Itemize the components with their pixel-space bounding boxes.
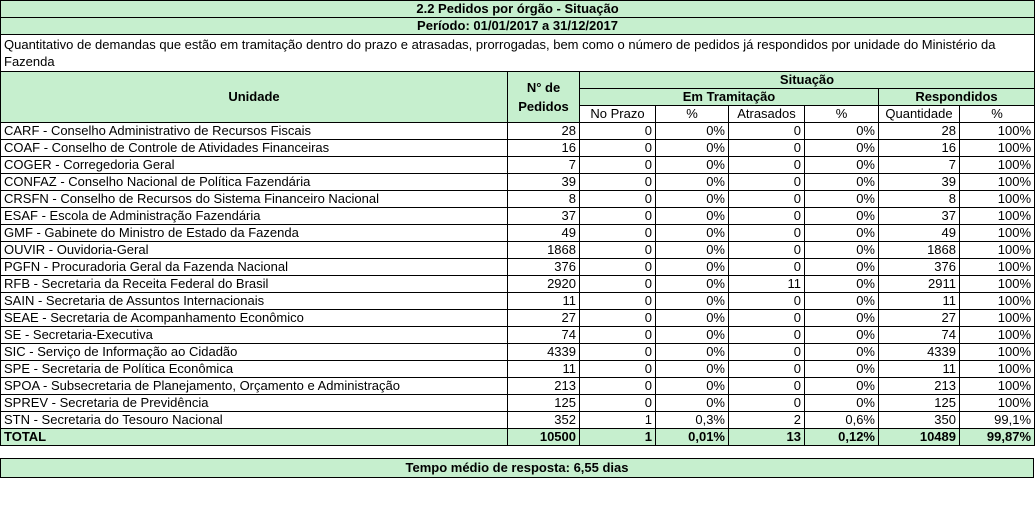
row-pct-atrasados: 0,6% xyxy=(805,412,879,429)
row-pedidos: 7 xyxy=(508,157,580,174)
row-pct-atrasados: 0% xyxy=(805,378,879,395)
row-quantidade: 2911 xyxy=(879,276,960,293)
total-pct-respondidos: 99,87% xyxy=(960,429,1035,446)
row-pedidos: 37 xyxy=(508,208,580,225)
row-unidade: SIC - Serviço de Informação ao Cidadão xyxy=(1,344,508,361)
row-unidade: CARF - Conselho Administrativo de Recursos Fiscais xyxy=(1,123,508,140)
row-unidade: SE - Secretaria-Executiva xyxy=(1,327,508,344)
row-atrasados: 0 xyxy=(729,293,805,310)
row-pedidos: 16 xyxy=(508,140,580,157)
row-quantidade: 39 xyxy=(879,174,960,191)
row-quantidade: 7 xyxy=(879,157,960,174)
row-atrasados: 0 xyxy=(729,191,805,208)
row-quantidade: 37 xyxy=(879,208,960,225)
table-description: Quantitativo de demandas que estão em tramitação dentro do prazo e atrasadas, prorrogadas, bem como o número de pedidos já respondidos por unidade do Ministério da Fazenda xyxy=(1,35,1035,72)
table-row xyxy=(1,344,1035,361)
table-row xyxy=(1,395,1035,412)
row-pct-respondidos: 99,1% xyxy=(960,412,1035,429)
tempo-medio-resposta: Tempo médio de resposta: 6,55 dias xyxy=(1,459,1034,478)
col-header-atrasados: Atrasados xyxy=(729,106,805,123)
row-pct-no-prazo: 0% xyxy=(656,123,729,140)
row-quantidade: 74 xyxy=(879,327,960,344)
row-pct-no-prazo: 0% xyxy=(656,174,729,191)
row-pedidos: 11 xyxy=(508,361,580,378)
table-row xyxy=(1,293,1035,310)
row-unidade: COAF - Conselho de Controle de Atividades Financeiras xyxy=(1,140,508,157)
row-pct-no-prazo: 0% xyxy=(656,344,729,361)
row-pct-atrasados: 0% xyxy=(805,344,879,361)
table-row xyxy=(1,242,1035,259)
row-pct-atrasados: 0% xyxy=(805,157,879,174)
row-pct-atrasados: 0% xyxy=(805,259,879,276)
table-row xyxy=(1,208,1035,225)
period-label: Período: 01/01/2017 a 31/12/2017 xyxy=(1,18,1035,35)
row-pct-respondidos: 100% xyxy=(960,242,1035,259)
total-no-prazo: 1 xyxy=(580,429,656,446)
col-header-respondidos: Respondidos xyxy=(879,89,1035,106)
row-pct-respondidos: 100% xyxy=(960,191,1035,208)
row-pedidos: 28 xyxy=(508,123,580,140)
row-pct-respondidos: 100% xyxy=(960,225,1035,242)
row-unidade: SAIN - Secretaria de Assuntos Internacionais xyxy=(1,293,508,310)
row-atrasados: 0 xyxy=(729,378,805,395)
row-unidade: SPE - Secretaria de Política Econômica xyxy=(1,361,508,378)
row-no-prazo: 0 xyxy=(580,174,656,191)
total-quantidade: 10489 xyxy=(879,429,960,446)
table-row xyxy=(1,327,1035,344)
col-header-quantidade: Quantidade xyxy=(879,106,960,123)
row-no-prazo: 0 xyxy=(580,276,656,293)
row-pct-no-prazo: 0% xyxy=(656,242,729,259)
row-pct-no-prazo: 0% xyxy=(656,378,729,395)
row-unidade: COGER - Corregedoria Geral xyxy=(1,157,508,174)
total-pct-atrasados: 0,12% xyxy=(805,429,879,446)
table-title: 2.2 Pedidos por órgão - Situação xyxy=(1,1,1035,18)
col-header-pedidos: N° de Pedidos xyxy=(508,72,580,123)
row-pedidos: 11 xyxy=(508,293,580,310)
col-header-em-tramitacao: Em Tramitação xyxy=(580,89,879,106)
row-quantidade: 376 xyxy=(879,259,960,276)
row-atrasados: 2 xyxy=(729,412,805,429)
row-pedidos: 39 xyxy=(508,174,580,191)
row-no-prazo: 0 xyxy=(580,225,656,242)
table-row xyxy=(1,276,1035,293)
row-no-prazo: 0 xyxy=(580,140,656,157)
row-quantidade: 8 xyxy=(879,191,960,208)
row-no-prazo: 0 xyxy=(580,395,656,412)
row-pct-respondidos: 100% xyxy=(960,344,1035,361)
row-pct-no-prazo: 0% xyxy=(656,293,729,310)
row-pct-respondidos: 100% xyxy=(960,259,1035,276)
row-atrasados: 0 xyxy=(729,327,805,344)
row-pct-respondidos: 100% xyxy=(960,276,1035,293)
row-pct-atrasados: 0% xyxy=(805,140,879,157)
row-pedidos: 74 xyxy=(508,327,580,344)
row-pedidos: 27 xyxy=(508,310,580,327)
row-pct-respondidos: 100% xyxy=(960,361,1035,378)
row-pct-no-prazo: 0% xyxy=(656,208,729,225)
row-quantidade: 4339 xyxy=(879,344,960,361)
row-pct-no-prazo: 0% xyxy=(656,395,729,412)
row-pct-atrasados: 0% xyxy=(805,174,879,191)
row-pct-atrasados: 0% xyxy=(805,225,879,242)
total-label: TOTAL xyxy=(1,429,508,446)
row-pct-atrasados: 0% xyxy=(805,327,879,344)
row-pct-atrasados: 0% xyxy=(805,310,879,327)
row-atrasados: 0 xyxy=(729,174,805,191)
row-atrasados: 0 xyxy=(729,157,805,174)
row-atrasados: 0 xyxy=(729,310,805,327)
row-unidade: SEAE - Secretaria de Acompanhamento Econômico xyxy=(1,310,508,327)
row-quantidade: 28 xyxy=(879,123,960,140)
row-pct-no-prazo: 0% xyxy=(656,225,729,242)
row-quantidade: 16 xyxy=(879,140,960,157)
row-pct-atrasados: 0% xyxy=(805,293,879,310)
row-unidade: ESAF - Escola de Administração Fazendária xyxy=(1,208,508,225)
row-quantidade: 27 xyxy=(879,310,960,327)
col-header-situacao: Situação xyxy=(580,72,1035,89)
row-no-prazo: 0 xyxy=(580,378,656,395)
row-unidade: STN - Secretaria do Tesouro Nacional xyxy=(1,412,508,429)
row-unidade: PGFN - Procuradoria Geral da Fazenda Nacional xyxy=(1,259,508,276)
row-pct-respondidos: 100% xyxy=(960,123,1035,140)
row-pedidos: 49 xyxy=(508,225,580,242)
row-atrasados: 0 xyxy=(729,242,805,259)
row-pct-atrasados: 0% xyxy=(805,208,879,225)
col-header-pct-atrasados: % xyxy=(805,106,879,123)
col-header-pct-respondidos: % xyxy=(960,106,1035,123)
row-unidade: CRSFN - Conselho de Recursos do Sistema Financeiro Nacional xyxy=(1,191,508,208)
row-pct-respondidos: 100% xyxy=(960,310,1035,327)
row-pct-no-prazo: 0,3% xyxy=(656,412,729,429)
row-atrasados: 0 xyxy=(729,123,805,140)
row-pedidos: 4339 xyxy=(508,344,580,361)
row-pct-respondidos: 100% xyxy=(960,293,1035,310)
row-pedidos: 213 xyxy=(508,378,580,395)
table-row xyxy=(1,157,1035,174)
row-atrasados: 0 xyxy=(729,225,805,242)
row-unidade: OUVIR - Ouvidoria-Geral xyxy=(1,242,508,259)
row-pct-no-prazo: 0% xyxy=(656,327,729,344)
row-pct-respondidos: 100% xyxy=(960,157,1035,174)
row-pct-respondidos: 100% xyxy=(960,208,1035,225)
total-pct-no-prazo: 0,01% xyxy=(656,429,729,446)
row-unidade: SPOA - Subsecretaria de Planejamento, Orçamento e Administração xyxy=(1,378,508,395)
table-row xyxy=(1,225,1035,242)
row-pct-no-prazo: 0% xyxy=(656,140,729,157)
row-no-prazo: 0 xyxy=(580,259,656,276)
row-atrasados: 0 xyxy=(729,361,805,378)
total-pedidos: 10500 xyxy=(508,429,580,446)
col-header-unidade: Unidade xyxy=(1,72,508,123)
row-pct-no-prazo: 0% xyxy=(656,276,729,293)
row-pedidos: 2920 xyxy=(508,276,580,293)
row-pct-respondidos: 100% xyxy=(960,174,1035,191)
row-pct-atrasados: 0% xyxy=(805,395,879,412)
table-row xyxy=(1,259,1035,276)
table-row xyxy=(1,310,1035,327)
row-no-prazo: 0 xyxy=(580,327,656,344)
row-no-prazo: 0 xyxy=(580,293,656,310)
total-atrasados: 13 xyxy=(729,429,805,446)
row-no-prazo: 0 xyxy=(580,208,656,225)
row-no-prazo: 0 xyxy=(580,361,656,378)
row-pedidos: 352 xyxy=(508,412,580,429)
row-atrasados: 0 xyxy=(729,344,805,361)
footer-table xyxy=(0,458,1034,478)
row-pedidos: 8 xyxy=(508,191,580,208)
row-quantidade: 125 xyxy=(879,395,960,412)
row-pct-respondidos: 100% xyxy=(960,395,1035,412)
row-no-prazo: 0 xyxy=(580,242,656,259)
row-quantidade: 213 xyxy=(879,378,960,395)
row-quantidade: 11 xyxy=(879,361,960,378)
table-row xyxy=(1,378,1035,395)
table-row xyxy=(1,361,1035,378)
row-atrasados: 0 xyxy=(729,140,805,157)
row-unidade: GMF - Gabinete do Ministro de Estado da Fazenda xyxy=(1,225,508,242)
row-atrasados: 11 xyxy=(729,276,805,293)
table-row xyxy=(1,174,1035,191)
row-pct-no-prazo: 0% xyxy=(656,259,729,276)
row-pct-atrasados: 0% xyxy=(805,276,879,293)
row-pct-atrasados: 0% xyxy=(805,123,879,140)
row-pedidos: 1868 xyxy=(508,242,580,259)
table-row xyxy=(1,140,1035,157)
table-row xyxy=(1,412,1035,429)
row-atrasados: 0 xyxy=(729,395,805,412)
row-quantidade: 1868 xyxy=(879,242,960,259)
row-no-prazo: 0 xyxy=(580,344,656,361)
row-pct-atrasados: 0% xyxy=(805,191,879,208)
row-pct-atrasados: 0% xyxy=(805,242,879,259)
row-atrasados: 0 xyxy=(729,208,805,225)
col-header-no-prazo: No Prazo xyxy=(580,106,656,123)
row-pct-respondidos: 100% xyxy=(960,327,1035,344)
row-pct-atrasados: 0% xyxy=(805,361,879,378)
table-row xyxy=(1,191,1035,208)
row-unidade: CONFAZ - Conselho Nacional de Política Fazendária xyxy=(1,174,508,191)
row-quantidade: 49 xyxy=(879,225,960,242)
row-no-prazo: 0 xyxy=(580,157,656,174)
row-no-prazo: 0 xyxy=(580,191,656,208)
row-pct-no-prazo: 0% xyxy=(656,361,729,378)
row-atrasados: 0 xyxy=(729,259,805,276)
row-unidade: RFB - Secretaria da Receita Federal do Brasil xyxy=(1,276,508,293)
row-no-prazo: 0 xyxy=(580,310,656,327)
row-pct-respondidos: 100% xyxy=(960,140,1035,157)
row-no-prazo: 0 xyxy=(580,123,656,140)
row-pct-no-prazo: 0% xyxy=(656,191,729,208)
row-no-prazo: 1 xyxy=(580,412,656,429)
row-quantidade: 11 xyxy=(879,293,960,310)
row-pedidos: 125 xyxy=(508,395,580,412)
row-pct-respondidos: 100% xyxy=(960,378,1035,395)
row-pct-no-prazo: 0% xyxy=(656,157,729,174)
table-row xyxy=(1,123,1035,140)
row-pedidos: 376 xyxy=(508,259,580,276)
row-unidade: SPREV - Secretaria de Previdência xyxy=(1,395,508,412)
row-pct-no-prazo: 0% xyxy=(656,310,729,327)
row-quantidade: 350 xyxy=(879,412,960,429)
col-header-pct-no-prazo: % xyxy=(656,106,729,123)
